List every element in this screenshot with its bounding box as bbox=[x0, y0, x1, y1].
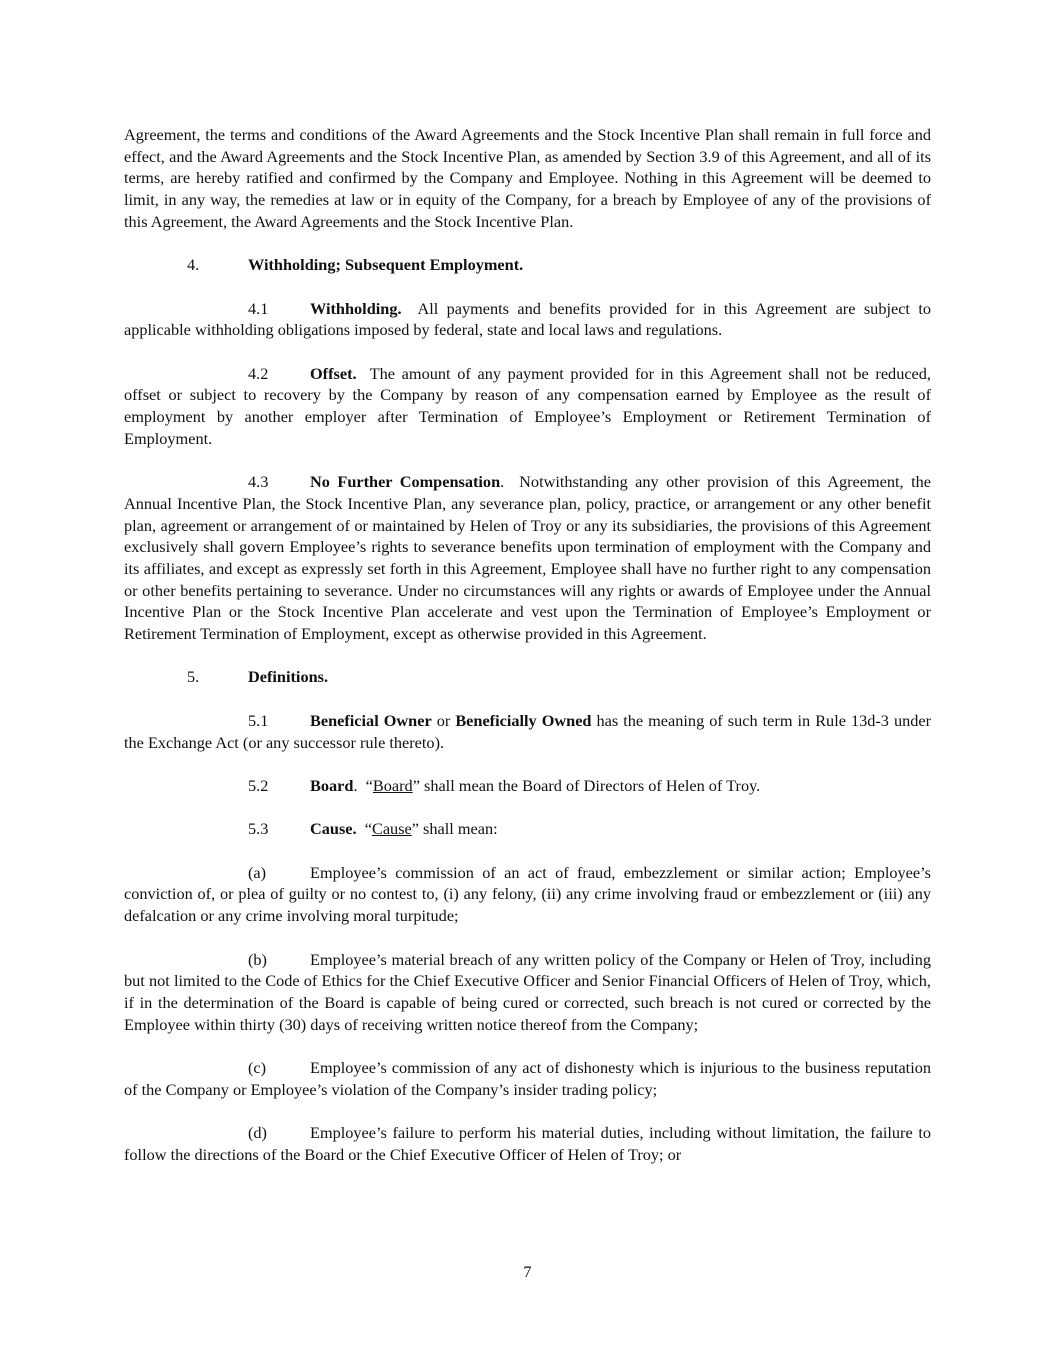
cause-item-b-label: (b) bbox=[248, 949, 267, 969]
cause-item-c-text: Employee’s commission of any act of dishonesty which is injurious to the business reputation of the Company or Employee’s violation of the Company’s insider trading policy; bbox=[124, 1058, 931, 1099]
section-5-2-text: ” shall mean the Board of Directors of Helen of Troy. bbox=[412, 775, 761, 795]
section-4-3-title: No Further Compensation bbox=[310, 472, 501, 492]
cause-item-a-text: Employee’s commission of an act of fraud, embezzlement or similar action; Employee’s conviction of, or plea of guilty or no contest to, (i) any felony, (ii) any crime involving fraud or embezzlement or (iii) any defalcation or any crime involving moral turpitude; bbox=[124, 862, 931, 926]
section-4-1-number: 4.1 bbox=[248, 298, 269, 318]
section-5-heading bbox=[124, 666, 931, 688]
cause-item-d-text: Employee’s failure to perform his material duties, including without limitation, the failure to follow the directions of the Board or the Chief Executive Officer of Helen of Troy; or bbox=[124, 1123, 931, 1164]
section-4-2 bbox=[124, 363, 931, 450]
cause-item-a bbox=[124, 862, 931, 927]
section-4-heading bbox=[124, 254, 931, 276]
section-5-1-text: has the meaning of such term in Rule 13d-3 under the Exchange Act (or any successor rule thereto). bbox=[124, 710, 932, 752]
section-5-number: 5. bbox=[187, 667, 200, 687]
section-4-2-number: 4.2 bbox=[248, 363, 269, 383]
section-4-number: 4. bbox=[187, 255, 200, 275]
section-4-2-text: The amount of any payment provided for in this Agreement shall not be reduced, offset or subject to recovery by the Company by reason of any compensation earned by Employee as the result of employment by another employer after Termination of Employee’s Employment or Retirement Termination of Employment. bbox=[124, 363, 931, 448]
section-5-3-defined-term: Cause bbox=[371, 819, 412, 839]
section-5-1-term-2: Beneficially Owned bbox=[455, 710, 592, 730]
section-5-2-title: Board bbox=[310, 775, 354, 795]
section-4-1 bbox=[124, 298, 931, 341]
section-4-3-text: Notwithstanding any other provision of this Agreement, the Annual Incentive Plan, the Stock Incentive Plan, any severance plan, policy, practice, or arrangement or any other benefit plan, agreement or arrangement of or maintained by Helen of Troy or any its subsidiaries, the provisions of this Agreement exclusively shall govern Employee’s rights to severance benefits upon termination of employment with the Company and its affiliates, and except as expressly set forth in this Agreement, Employee shall have no further right to any compensation or other benefits pertaining to severance. Under no circumstances will any rights or awards of Employee under the Annual Incentive Plan or the Stock Incentive Plan accelerate and vest upon the Termination of Employee’s Employment or Retirement Termination of Employment, except as otherwise provided in this Agreement. bbox=[124, 472, 931, 644]
cause-item-d-label: (d) bbox=[248, 1123, 267, 1143]
section-4-1-text: All payments and benefits provided for in this Agreement are subject to applicable withholding obligations imposed by federal, state and local laws and regulations. bbox=[124, 298, 932, 340]
section-5-3 bbox=[124, 818, 931, 840]
section-4-3-number: 4.3 bbox=[248, 472, 269, 492]
cause-item-a-label: (a) bbox=[248, 862, 267, 882]
section-5-3-title: Cause. bbox=[310, 819, 357, 839]
section-5-1-term-1: Beneficial Owner bbox=[310, 710, 432, 730]
section-5-3-number: 5.3 bbox=[248, 819, 269, 839]
cause-item-b-text: Employee’s material breach of any written policy of the Company or Helen of Troy, including but not limited to the Code of Ethics for the Chief Executive Officer and Senior Financial Officers of Helen of Troy, which, if in the determination of the Board is capable of being cured or corrected, such breach is not cured or corrected by the Employee within thirty (30) days of receiving written notice thereof from the Company; bbox=[124, 949, 931, 1034]
section-5-1 bbox=[124, 710, 931, 753]
section-5-3-text: ” shall mean: bbox=[411, 819, 498, 839]
section-5-2-quote-open: “ bbox=[365, 775, 373, 795]
section-5-2-number: 5.2 bbox=[248, 775, 269, 795]
section-5-title: Definitions. bbox=[248, 667, 329, 687]
section-5-3-quote-open: “ bbox=[364, 819, 372, 839]
section-4-1-title: Withholding. bbox=[310, 298, 402, 318]
cause-item-c-label: (c) bbox=[248, 1058, 267, 1078]
cause-item-d bbox=[124, 1122, 931, 1165]
cause-item-c bbox=[124, 1057, 931, 1100]
section-4-3 bbox=[124, 471, 931, 645]
section-5-1-or: or bbox=[436, 710, 451, 730]
section-4-title: Withholding; Subsequent Employment. bbox=[248, 255, 524, 275]
section-4-2-title: Offset. bbox=[310, 363, 357, 383]
document-page bbox=[124, 124, 931, 1166]
section-5-2-defined-term: Board bbox=[372, 775, 413, 795]
cause-item-b bbox=[124, 949, 931, 1036]
section-5-1-number: 5.1 bbox=[248, 710, 269, 730]
section-5-2 bbox=[124, 775, 931, 797]
section-5-2-title-end: . bbox=[353, 775, 358, 795]
section-4-3-title-end: . bbox=[500, 472, 505, 492]
continued-paragraph: Agreement, the terms and conditions of the Award Agreements and the Stock Incentive Plan shall remain in full force and effect, and the Award Agreements and the Stock Incentive Plan, as amended by Section 3.9 of this Agreement, and all of its terms, are hereby ratified and confirmed by the Company and Employee. Nothing in this Agreement will be deemed to limit, in any way, the remedies at law or in equity of the Company, for a breach by Employee of any of the provisions of this Agreement, the Award Agreements and the Stock Incentive Plan. bbox=[124, 125, 931, 231]
page-number: 7 bbox=[523, 1262, 532, 1281]
